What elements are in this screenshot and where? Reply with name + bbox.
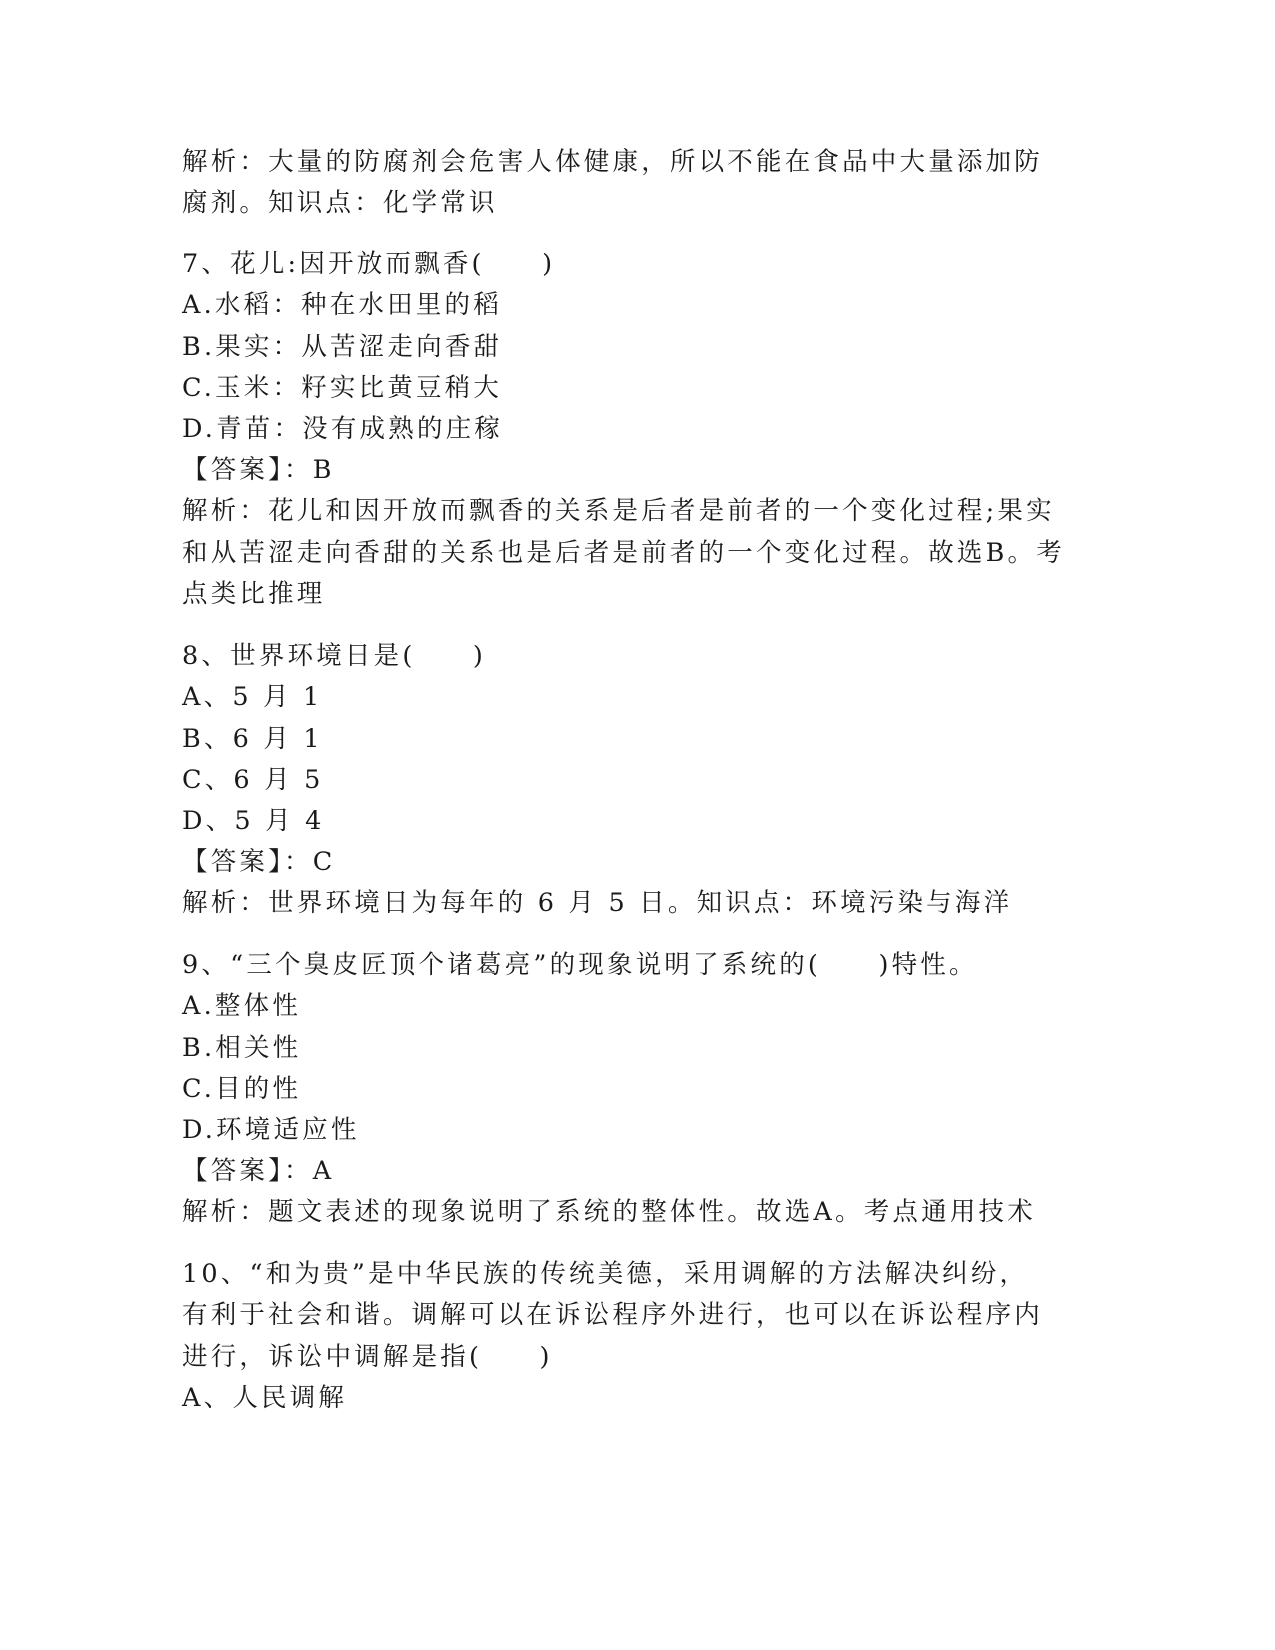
question-7-stem: 7、花儿:因开放而飘香( )	[182, 249, 556, 279]
question-7-option-d: D.青苗：没有成熟的庄稼	[182, 414, 504, 444]
explanation-7-line-3: 点类比推理	[182, 579, 326, 609]
question-7-answer: 【答案】：B	[182, 455, 335, 485]
question-9-stem: 9、“三个臭皮匠顶个诸葛亮”的现象说明了系统的( )特性。	[182, 950, 978, 980]
question-10-stem-line-3: 进行，诉讼中调解是指( )	[182, 1342, 553, 1372]
question-9-option-c: C.目的性	[182, 1074, 302, 1104]
question-7-option-a: A.水稻：种在水田里的稻	[182, 290, 502, 320]
question-8-option-c: C、6 月 5	[182, 765, 324, 795]
question-8-stem: 8、世界环境日是( )	[182, 641, 487, 671]
question-8-option-d: D、5 月 4	[182, 806, 325, 836]
question-10-option-a: A、人民调解	[182, 1383, 348, 1413]
question-9-option-a: A.整体性	[182, 991, 302, 1021]
explanation-6-line-1: 解析：大量的防腐剂会危害人体健康，所以不能在食品中大量添加防	[182, 147, 1044, 177]
question-9-option-b: B.相关性	[182, 1033, 302, 1063]
question-8-option-a: A、5 月 1	[182, 682, 323, 712]
explanation-7-line-1: 解析：花儿和因开放而飘香的关系是后者是前者的一个变化过程;果实	[182, 496, 1055, 526]
question-10-stem-line-2: 有利于社会和谐。调解可以在诉讼程序外进行，也可以在诉讼程序内	[182, 1300, 1044, 1330]
question-7-option-b: B.果实：从苦涩走向香甜	[182, 332, 503, 362]
question-9-option-d: D.环境适应性	[182, 1115, 360, 1145]
explanation-7-line-2: 和从苦涩走向香甜的关系也是后者是前者的一个变化过程。故选B。考	[182, 538, 1065, 568]
explanation-8-line-1: 解析：世界环境日为每年的 6 月 5 日。知识点：环境污染与海洋	[182, 888, 1013, 918]
explanation-9-line-1: 解析：题文表述的现象说明了系统的整体性。故选A。考点通用技术	[182, 1197, 1036, 1227]
question-8-answer: 【答案】：C	[182, 847, 336, 877]
question-10-stem-line-1: 10、“和为贵”是中华民族的传统美德，采用调解的方法解决纠纷，	[182, 1259, 1029, 1289]
explanation-6-line-2: 腐剂。知识点：化学常识	[182, 188, 498, 218]
question-9-answer: 【答案】：A	[182, 1156, 335, 1186]
question-8-option-b: B、6 月 1	[182, 724, 323, 754]
question-7-option-c: C.玉米：籽实比黄豆稍大	[182, 373, 503, 403]
